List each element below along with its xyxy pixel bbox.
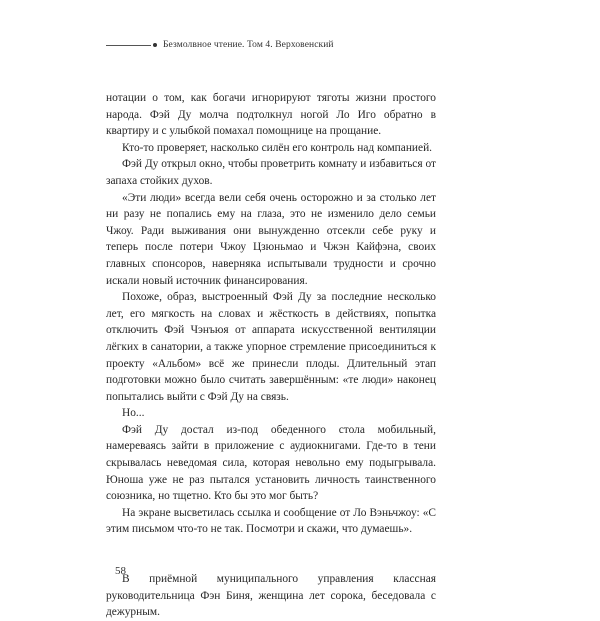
paragraph: нотации о том, как богачи игнорируют тяготы жизни простого народа. Фэй Ду молча подтолкнул ногой Ло Иго обратно в квартиру и с улыбкой помахал помощнице на прощание.	[106, 92, 436, 138]
paragraph: Фэй Ду достал из-под обеденного стола мобильный, намереваясь зайти в приложение с аудиокнигами. Где-то в тени скрывалась неведомая сила, которая невольно ему подыгрывала. Юноша уже не раз пытался установить личность таинственного союзника, но тщетно. Кто бы это мог быть?	[106, 423, 436, 503]
header-bullet-icon	[153, 43, 157, 47]
running-header	[106, 38, 334, 52]
header-rule-line	[106, 45, 151, 46]
page-number: 58	[115, 565, 126, 577]
paragraph: На экране высветилась ссылка и сообщение от Ло Вэньчжоу: «С этим письмом что-то не так. Посмотри и скажи, что думаешь».	[106, 506, 436, 536]
paragraph: Похоже, образ, выстроенный Фэй Ду за последние несколько лет, его мягкость на словах и жёсткость в действиях, попытка отключить Фэй Чэнъюя от аппарата искусственной вентиляции лёгких в санатории, а также упорное стремление присоединиться к проекту «Альбом» всё же принесли плоды. Длительный этап подготовки можно было считать завершённым: «те люди» наконец попытались выйти с Фэй Ду на связь.	[106, 291, 436, 403]
paragraph: Но...	[122, 407, 145, 420]
paragraph: «Эти люди» всегда вели себя очень осторожно и за столько лет ни разу не попались ему на глаза, это не изменило дело семьи Чжоу. Ради выживания они вынужденно отсекли себе руку и теперь после потери Чжоу Цзюньмао и Чжэн Кайфэна, своих главных спонсоров, наверняка испытывали трудности и срочно искали новый источник финансирования.	[106, 191, 436, 287]
paragraph: Фэй Ду открыл окно, чтобы проветрить комнату и избавиться от запаха стойких духов.	[106, 158, 436, 187]
paragraph: Кто-то проверяет, насколько силён его контроль над компанией.	[122, 141, 433, 154]
paragraph: В приёмной муниципального управления классная руководительница Фэн Биня, женщина лет сорока, беседовала с дежурным.	[106, 573, 436, 619]
section-break	[106, 538, 436, 571]
header-title: Безмолвное чтение. Том 4. Верховенский	[163, 40, 334, 50]
body-text	[106, 90, 436, 621]
